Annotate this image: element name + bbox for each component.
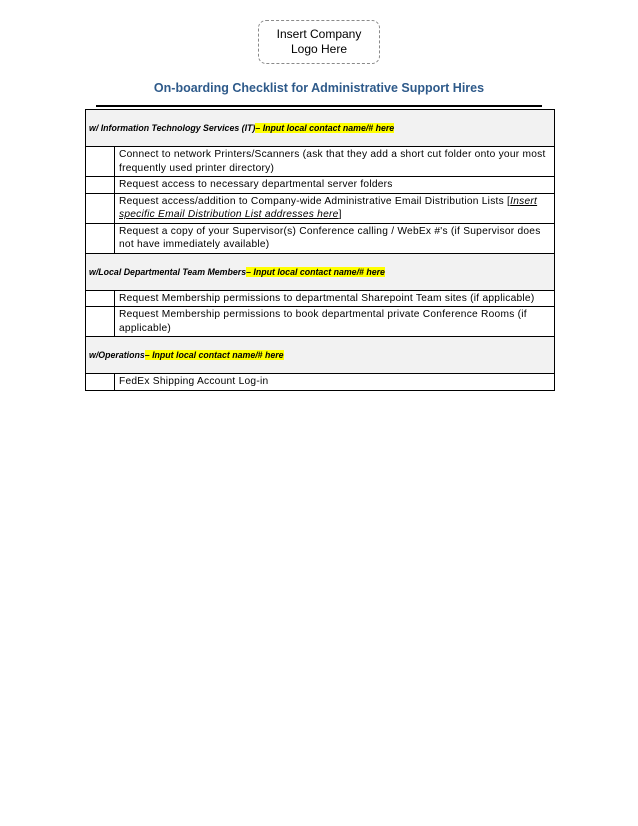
logo-placeholder-line1: Insert Company xyxy=(276,27,362,41)
check-cell xyxy=(86,177,115,193)
check-cell xyxy=(86,374,115,390)
contact-placeholder: – Input local contact name/# here xyxy=(246,266,385,277)
check-cell xyxy=(86,224,115,253)
logo-placeholder-line2: Logo Here xyxy=(290,42,348,56)
section-heading: w/Operations xyxy=(89,350,145,360)
checklist-table xyxy=(85,109,555,391)
checklist-row xyxy=(86,307,554,337)
checklist-row xyxy=(86,194,554,224)
document-title: On-boarding Checklist for Administrative Support Hires xyxy=(153,81,485,95)
title-divider xyxy=(96,105,542,107)
checklist-item xyxy=(115,194,554,223)
section-header-team xyxy=(86,254,554,291)
item-text-end: ] xyxy=(338,209,342,220)
checklist-item: Request a copy of your Supervisor(s) Conference calling / WebEx #'s (if Supervisor does not have immediately available) xyxy=(119,225,541,250)
section-header-it xyxy=(86,110,554,147)
check-cell xyxy=(86,291,115,307)
checklist-row xyxy=(86,147,554,177)
checklist-item: Request Membership permissions to departmental Sharepoint Team sites (if applicable) xyxy=(119,292,535,304)
contact-placeholder: – Input local contact name/# here xyxy=(144,350,284,360)
checklist-row xyxy=(86,177,554,194)
checklist-row xyxy=(86,291,554,308)
section-heading: w/Local Departmental Team Members xyxy=(89,266,247,277)
checklist-item: Connect to network Printers/Scanners (ask that they add a short cut folder onto your most frequently used printer directory) xyxy=(119,149,546,174)
checklist-item: Request access to necessary departmental server folders xyxy=(119,179,393,190)
checklist-row xyxy=(86,224,554,254)
item-text: Request access/addition to Company-wide Administrative Email Distribution Lists [ xyxy=(119,195,511,207)
section-header-operations xyxy=(86,337,554,374)
contact-placeholder: – Input local contact name/# here xyxy=(255,123,395,133)
check-cell xyxy=(86,194,115,223)
checklist-item: FedEx Shipping Account Log-in xyxy=(119,376,269,387)
checklist-item: Request Membership permissions to book departmental private Conference Rooms (if applicable) xyxy=(119,309,527,334)
email-list-placeholder: Insert specific Email Distribution List addresses here xyxy=(119,195,538,220)
check-cell xyxy=(86,307,115,336)
checklist-row xyxy=(86,374,554,390)
section-heading: w/ Information Technology Services (IT) xyxy=(89,123,256,133)
company-logo-placeholder xyxy=(258,20,380,64)
check-cell xyxy=(86,147,115,176)
